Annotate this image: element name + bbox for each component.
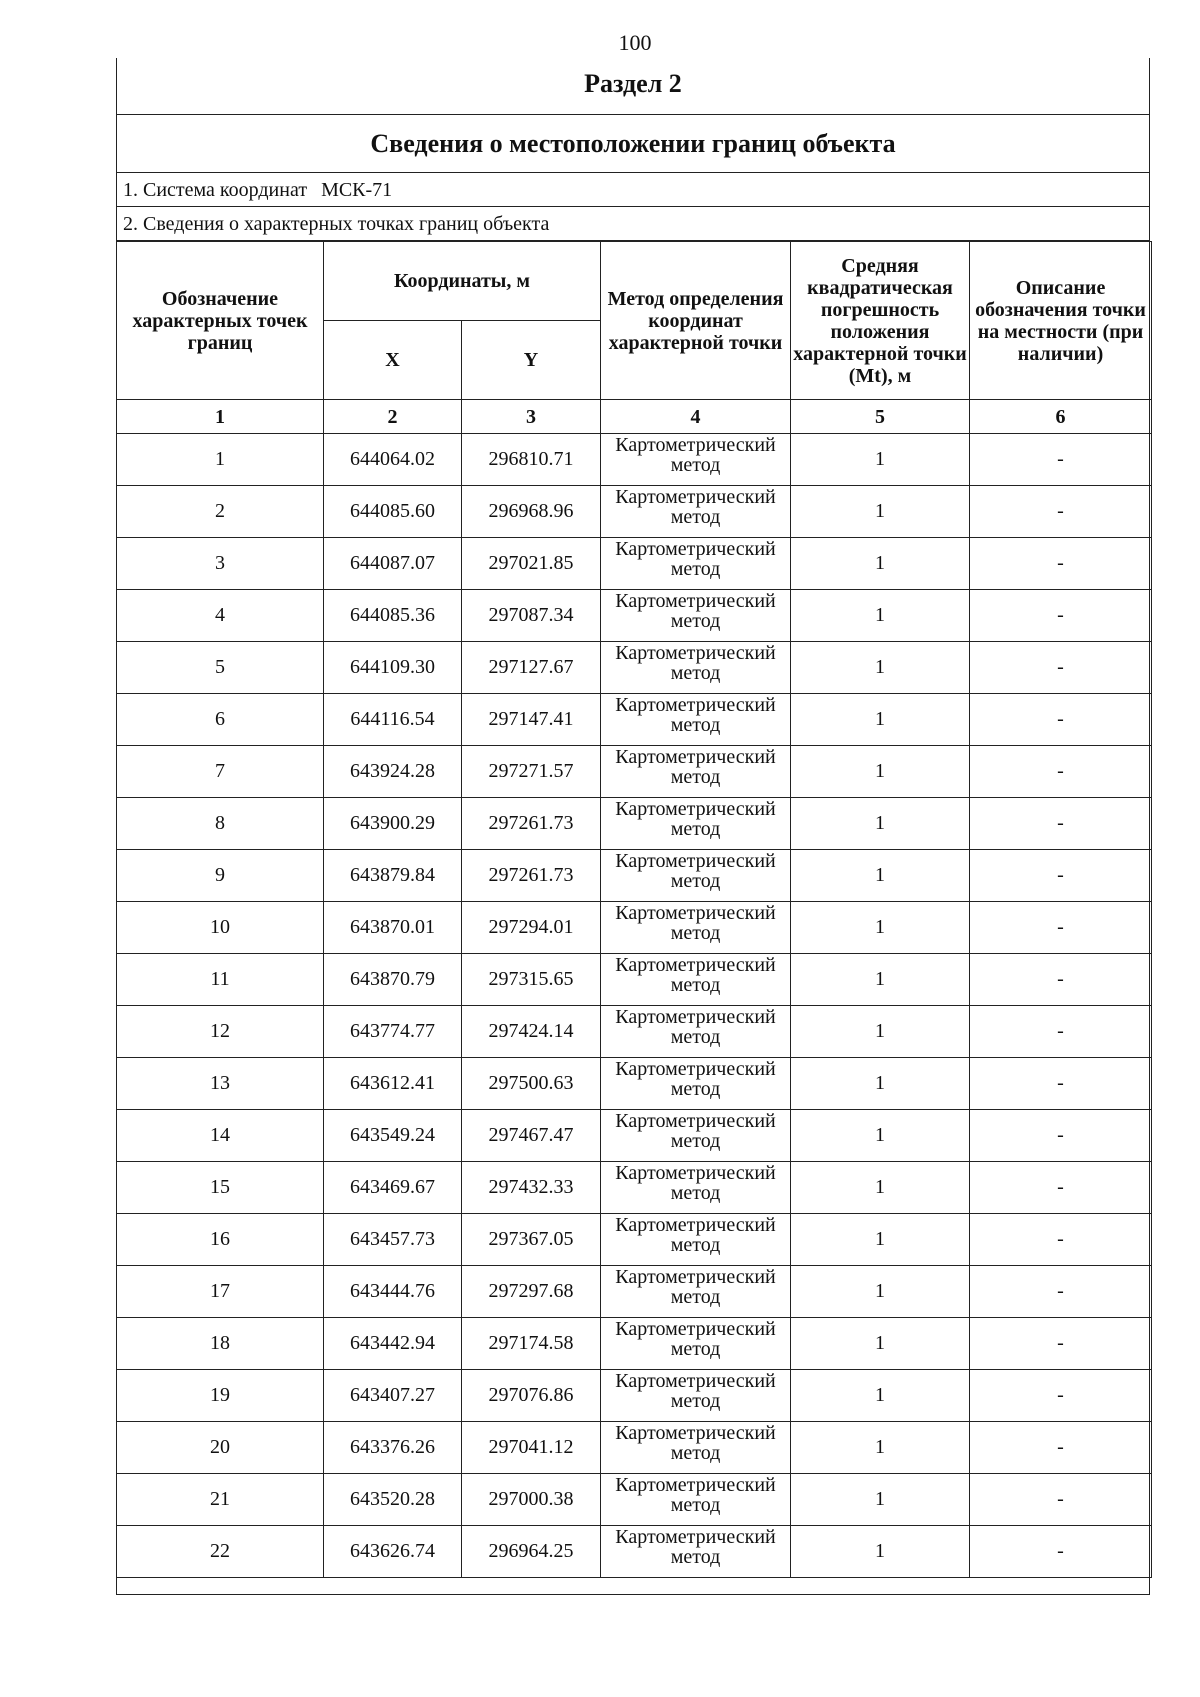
table-row	[117, 1370, 1152, 1422]
header-coordinates: Координаты, м	[324, 242, 601, 321]
cell-mt: 1	[791, 434, 970, 486]
cell-point-number: 13	[117, 1058, 324, 1110]
cell-x: 643612.41	[324, 1058, 462, 1110]
cell-y: 296968.96	[462, 486, 601, 538]
cell-y: 297087.34	[462, 590, 601, 642]
cell-method: Картометрический метод	[601, 1474, 791, 1526]
cell-point-number: 1	[117, 434, 324, 486]
cell-mt: 1	[791, 1318, 970, 1370]
points-table-body	[117, 434, 1152, 1601]
cell-description: -	[970, 850, 1152, 902]
cell-x: 643900.29	[324, 798, 462, 850]
cell-x: 643407.27	[324, 1370, 462, 1422]
coord-system-label: 1. Система координат	[123, 179, 308, 201]
table-row	[117, 1526, 1152, 1578]
page-number: 100	[618, 30, 652, 55]
header-description: Описание обозначения точки на местности (при наличии)	[970, 242, 1152, 400]
cell-point-number: 20	[117, 1422, 324, 1474]
cell-description: -	[970, 1110, 1152, 1162]
cell-point-number: 15	[117, 1162, 324, 1214]
cell-x: 643626.74	[324, 1526, 462, 1578]
cell-y: 297041.12	[462, 1422, 601, 1474]
table-row	[117, 538, 1152, 590]
cell-y: 297315.65	[462, 954, 601, 1006]
cell-x: 643774.77	[324, 1006, 462, 1058]
cell-description: -	[970, 1006, 1152, 1058]
cell-description: -	[970, 590, 1152, 642]
header-x: X	[324, 321, 462, 400]
cell-y: 297127.67	[462, 642, 601, 694]
cell-y: 297432.33	[462, 1162, 601, 1214]
cell-method: Картометрический метод	[601, 1110, 791, 1162]
cell-point-number: 17	[117, 1266, 324, 1318]
table-row	[117, 1006, 1152, 1058]
cell-method: Картометрический метод	[601, 954, 791, 1006]
cell-method: Картометрический метод	[601, 1370, 791, 1422]
table-row	[117, 590, 1152, 642]
cell-y: 297147.41	[462, 694, 601, 746]
cell-x: 644087.07	[324, 538, 462, 590]
cell-method: Картометрический метод	[601, 1422, 791, 1474]
cell-method: Картометрический метод	[601, 1214, 791, 1266]
cell-description: -	[970, 1214, 1152, 1266]
coord-system-value: МСК-71	[321, 179, 393, 201]
table-row	[117, 642, 1152, 694]
cell-x: 643870.01	[324, 902, 462, 954]
table-row	[117, 1266, 1152, 1318]
cell-x: 643376.26	[324, 1422, 462, 1474]
cell-point-number: 8	[117, 798, 324, 850]
cell-method: Картометрический метод	[601, 538, 791, 590]
cell-mt: 1	[791, 1058, 970, 1110]
column-number: 4	[601, 400, 791, 434]
table-row	[117, 1318, 1152, 1370]
cell-x: 643469.67	[324, 1162, 462, 1214]
cell-point-number: 6	[117, 694, 324, 746]
cell-method: Картометрический метод	[601, 1318, 791, 1370]
cell-x: 644085.36	[324, 590, 462, 642]
table-row	[117, 694, 1152, 746]
table-row	[117, 850, 1152, 902]
cell-method: Картометрический метод	[601, 642, 791, 694]
cell-mt: 1	[791, 486, 970, 538]
cell-description: -	[970, 1474, 1152, 1526]
cell-point-number: 5	[117, 642, 324, 694]
column-number: 2	[324, 400, 462, 434]
cell-y: 297424.14	[462, 1006, 601, 1058]
cell-y: 297261.73	[462, 850, 601, 902]
cell-x: 643457.73	[324, 1214, 462, 1266]
cell-x: 643549.24	[324, 1110, 462, 1162]
cell-mt: 1	[791, 1422, 970, 1474]
document-frame	[116, 58, 1150, 1595]
cell-point-number: 22	[117, 1526, 324, 1578]
cell-mt: 1	[791, 902, 970, 954]
cell-method: Картометрический метод	[601, 1058, 791, 1110]
table-row	[117, 1110, 1152, 1162]
cell-description: -	[970, 538, 1152, 590]
table-row	[117, 1162, 1152, 1214]
cell-x: 644085.60	[324, 486, 462, 538]
cell-mt: 1	[791, 694, 970, 746]
cell-mt: 1	[791, 590, 970, 642]
cell-mt: 1	[791, 538, 970, 590]
cell-y: 297367.05	[462, 1214, 601, 1266]
cell-point-number: 19	[117, 1370, 324, 1422]
cell-point-number: 7	[117, 746, 324, 798]
cell-point-number: 11	[117, 954, 324, 1006]
cell-y: 297174.58	[462, 1318, 601, 1370]
cell-description: -	[970, 1370, 1152, 1422]
cell-mt: 1	[791, 1266, 970, 1318]
column-number: 3	[462, 400, 601, 434]
cell-description: -	[970, 1058, 1152, 1110]
cell-mt: 1	[791, 642, 970, 694]
cell-mt: 1	[791, 1214, 970, 1266]
cell-y: 297076.86	[462, 1370, 601, 1422]
cell-x: 644109.30	[324, 642, 462, 694]
cell-method: Картометрический метод	[601, 798, 791, 850]
cell-x: 643520.28	[324, 1474, 462, 1526]
cell-description: -	[970, 1318, 1152, 1370]
cell-mt: 1	[791, 850, 970, 902]
cell-description: -	[970, 1422, 1152, 1474]
cell-mt: 1	[791, 954, 970, 1006]
cell-method: Картометрический метод	[601, 486, 791, 538]
cell-y: 296810.71	[462, 434, 601, 486]
cell-y: 297297.68	[462, 1266, 601, 1318]
cell-method: Картометрический метод	[601, 850, 791, 902]
points-table	[116, 241, 1152, 1600]
cell-description: -	[970, 1526, 1152, 1578]
header-method: Метод определения координат характерной точки	[601, 242, 791, 400]
cell-y: 297000.38	[462, 1474, 601, 1526]
cell-y: 296964.25	[462, 1526, 601, 1578]
cell-y: 297294.01	[462, 902, 601, 954]
cell-x: 644064.02	[324, 434, 462, 486]
cell-mt: 1	[791, 1526, 970, 1578]
header-error: Средняя квадратическая погрешность положения характерной точки (Mt), м	[791, 242, 970, 400]
cell-method: Картометрический метод	[601, 590, 791, 642]
cell-description: -	[970, 642, 1152, 694]
cell-description: -	[970, 434, 1152, 486]
cell-x: 643444.76	[324, 1266, 462, 1318]
cell-x: 644116.54	[324, 694, 462, 746]
cell-point-number: 10	[117, 902, 324, 954]
cell-point-number: 9	[117, 850, 324, 902]
cell-method: Картометрический метод	[601, 1006, 791, 1058]
table-row	[117, 1422, 1152, 1474]
points-caption: 2. Сведения о характерных точках границ объекта	[117, 207, 1149, 241]
table-row	[117, 1214, 1152, 1266]
cell-x: 643870.79	[324, 954, 462, 1006]
cell-method: Картометрический метод	[601, 902, 791, 954]
coord-system-row	[117, 173, 1149, 207]
cell-y: 297261.73	[462, 798, 601, 850]
cell-point-number: 21	[117, 1474, 324, 1526]
cell-x: 643879.84	[324, 850, 462, 902]
cell-x: 643924.28	[324, 746, 462, 798]
table-row	[117, 902, 1152, 954]
column-number: 6	[970, 400, 1152, 434]
cell-mt: 1	[791, 1162, 970, 1214]
table-row	[117, 1058, 1152, 1110]
cell-point-number: 3	[117, 538, 324, 590]
cell-method: Картометрический метод	[601, 1162, 791, 1214]
info-title: Сведения о местоположении границ объекта	[117, 115, 1149, 173]
cell-method: Картометрический метод	[601, 1526, 791, 1578]
column-number: 5	[791, 400, 970, 434]
cell-y: 297467.47	[462, 1110, 601, 1162]
cell-y: 297500.63	[462, 1058, 601, 1110]
table-row	[117, 486, 1152, 538]
cell-method: Картометрический метод	[601, 434, 791, 486]
cell-point-number: 16	[117, 1214, 324, 1266]
cell-mt: 1	[791, 1474, 970, 1526]
cell-point-number: 14	[117, 1110, 324, 1162]
cell-y: 297271.57	[462, 746, 601, 798]
table-row	[117, 798, 1152, 850]
cell-method: Картометрический метод	[601, 694, 791, 746]
cell-point-number: 4	[117, 590, 324, 642]
cell-description: -	[970, 694, 1152, 746]
cell-description: -	[970, 746, 1152, 798]
cell-point-number: 12	[117, 1006, 324, 1058]
cell-method: Картометрический метод	[601, 746, 791, 798]
cell-x: 643442.94	[324, 1318, 462, 1370]
table-row	[117, 746, 1152, 798]
section-title: Раздел 2	[117, 58, 1149, 115]
cell-description: -	[970, 1162, 1152, 1214]
cell-point-number: 2	[117, 486, 324, 538]
table-row	[117, 1474, 1152, 1526]
cell-description: -	[970, 486, 1152, 538]
table-row	[117, 434, 1152, 486]
cell-description: -	[970, 902, 1152, 954]
cell-mt: 1	[791, 1110, 970, 1162]
cell-y: 297021.85	[462, 538, 601, 590]
cell-mt: 1	[791, 746, 970, 798]
cell-mt: 1	[791, 798, 970, 850]
table-empty-row	[117, 1578, 1152, 1601]
cell-method: Картометрический метод	[601, 1266, 791, 1318]
cell-description: -	[970, 798, 1152, 850]
header-point-designation: Обозначение характерных точек границ	[117, 242, 324, 400]
cell-mt: 1	[791, 1370, 970, 1422]
table-row	[117, 954, 1152, 1006]
column-number: 1	[117, 400, 324, 434]
table-empty-cell	[117, 1578, 1152, 1601]
cell-point-number: 18	[117, 1318, 324, 1370]
cell-description: -	[970, 954, 1152, 1006]
header-y: Y	[462, 321, 601, 400]
cell-mt: 1	[791, 1006, 970, 1058]
cell-description: -	[970, 1266, 1152, 1318]
